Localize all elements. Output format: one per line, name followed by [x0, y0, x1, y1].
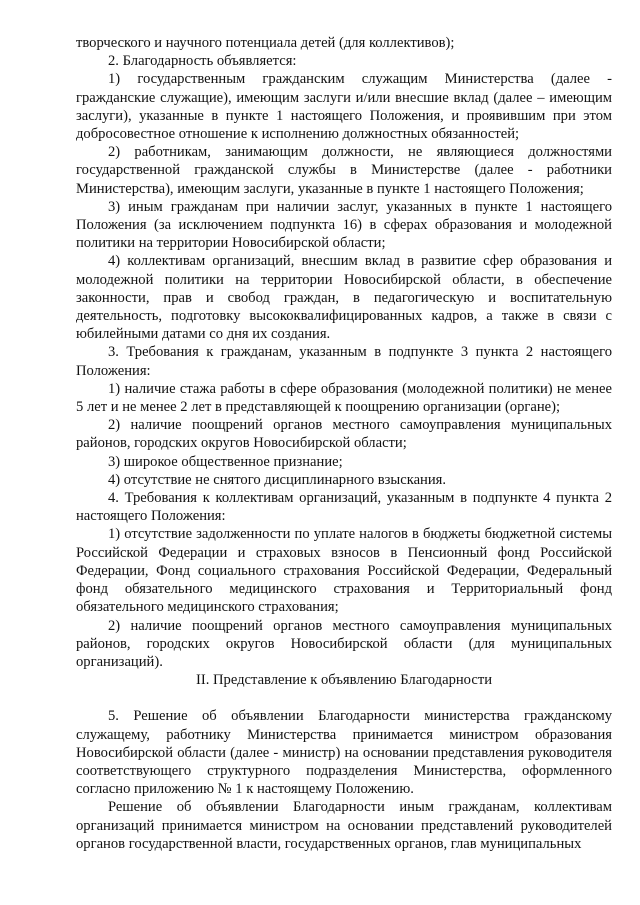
paragraph-item-2-4: 4) коллективам организаций, внесшим вклад в развитие сфер образования и молодежной политики на территории Новосибирской области, в обеспечение законности, прав и свобод граждан, в педагогическую и воспитательную деятельность, подготовку высококвалифицированных кадров, а также в связи с юбилейными датами со дня их создания. — [76, 253, 612, 343]
paragraph-item-5: 5. Решение об объявлении Благодарности министерства гражданскому служащему, работнику Министерства принимается министром образования Новосибирской области (далее - министр) на основании представления руководителя соответствующего структурного подразделения Министерства, оформленного согласно приложению № 1 к настоящему Положению. — [76, 708, 612, 798]
document-page — [76, 34, 612, 853]
section-spacer — [76, 689, 612, 707]
paragraph-item-3-2: 2) наличие поощрений органов местного самоуправления муниципальных районов, городских округов Новосибирской области; — [76, 417, 612, 452]
paragraph-item-2-1: 1) государственным гражданским служащим Министерства (далее - гражданские служащие), имеющим заслуги и/или внесшие вклад (далее – имеющим заслуги), указанные в пункте 1 настоящего Положения, и проявившим при этом добросовестное отношение к исполнению должностных обязанностей; — [76, 71, 612, 143]
paragraph-item-2-2: 2) работникам, занимающим должности, не являющиеся должностями государственной гражданской службы в Министерстве (далее - работники Министерства), имеющим заслуги, указанные в пункте 1 настоящего Положения; — [76, 144, 612, 197]
section-heading: II. Представление к объявлению Благодарности — [195, 672, 493, 689]
paragraph-item-3-3: 3) широкое общественное признание; — [108, 453, 343, 470]
paragraph-item-2-3: 3) иным гражданам при наличии заслуг, указанных в пункте 1 настоящего Положения (за исключением подпункта 16) в сферах образования и молодежной политики на территории Новосибирской области; — [76, 198, 612, 252]
paragraph-item-4-2: 2) наличие поощрений органов местного самоуправления муниципальных районов, городских округов Новосибирской области (для муниципальных организаций). — [76, 617, 612, 670]
paragraph-item-3: 3. Требования к гражданам, указанным в подпункте 3 пункта 2 настоящего Положения: — [76, 344, 612, 379]
paragraph-item-3-4: 4) отсутствие не снятого дисциплинарного взыскания. — [108, 471, 447, 488]
paragraph-item-3-1: 1) наличие стажа работы в сфере образования (молодежной политики) не менее 5 лет и не менее 2 лет в представляющей к поощрению организации (органе); — [76, 380, 612, 416]
paragraph-item-2: 2. Благодарность объявляется: — [108, 53, 297, 70]
paragraph-item-5-continued: Решение об объявлении Благодарности иным гражданам, коллективам организаций принимается министром на основании представлений руководителей органов государственной власти, государственных органов, глав муниципальных — [76, 799, 612, 852]
paragraph-continuation: творческого и научного потенциала детей (для коллективов); — [76, 35, 455, 51]
paragraph-item-4: 4. Требования к коллективам организаций, указанным в подпункте 4 пункта 2 настоящего Положения: — [76, 490, 612, 525]
paragraph-item-4-1: 1) отсутствие задолженности по уплате налогов в бюджеты бюджетной системы Российской Федерации и страховых взносов в Пенсионный фонд Российской Федерации, Фонд социального страхования Российской Федерации, Федеральный фонд обязательного медицинского страхования и Территориальный фонд обязательного медицинского страхования; — [76, 526, 612, 616]
